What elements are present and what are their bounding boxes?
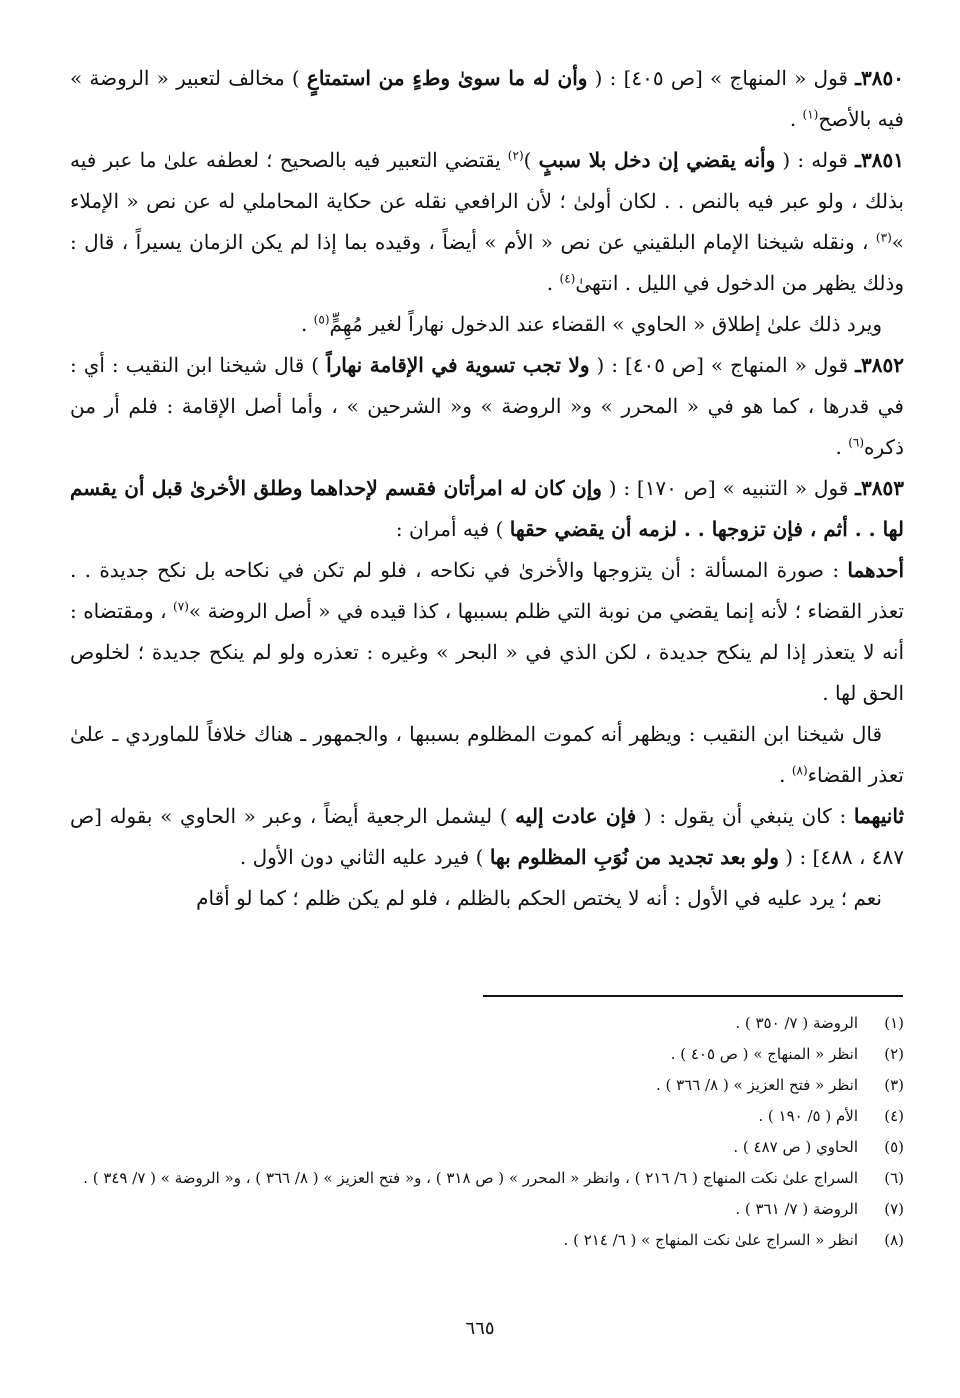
text-run: . (789, 107, 803, 131)
text-run: ويرد ذلك علىٰ إطلاق « الحاوي » القضاء عند الدخول نهاراً لغير مُهِمٍّ (329, 312, 882, 336)
footnote-text: الحاوي ( ص ٤٨٧ ) . (733, 1138, 858, 1156)
footnote-number: (٢) (884, 1045, 904, 1063)
text-run: ) فيرد عليه الثاني دون الأول . (239, 845, 490, 869)
footnote-number: (١) (884, 1014, 904, 1032)
footnote-ref: (١) (802, 107, 819, 122)
text-run: قول « المنهاج » [ص ٤٠٥] : ( (589, 353, 856, 377)
bold-text: أحدهما (847, 558, 904, 582)
paragraph (70, 140, 904, 304)
paragraph (70, 304, 904, 345)
paragraph (70, 796, 904, 878)
footnote-ref: (٥) (313, 312, 330, 327)
footnote-number: (٨) (884, 1231, 904, 1249)
text-run: ) فيه أمران : (395, 517, 510, 541)
text-run: يقتضي التعبير فيه بالصحيح ؛ لعطفه علىٰ ما عبر فيه بذلك ، ولو عبر فيه بالنص . . لكان أولىٰ ؛ لأن الرافعي نقله عن حكاية المحاملي له عن نص « الإملاء » (70, 148, 904, 254)
footnote-text: الأم ( ٥/ ١٩٠ ) . (758, 1107, 858, 1125)
bold-text: وأنه يقضي إن دخل بلا سببٍ (538, 148, 776, 172)
paragraph (70, 58, 904, 140)
text-run: ، ونقله شيخنا الإمام البلقيني عن نص « الأم » أيضاً ، وقيده بما إذا لم يكن الزمان يسيراً ، قال : وذلك يظهر من الدخول في الليل . انتهىٰ (70, 230, 904, 295)
main-text (70, 58, 904, 919)
text-run: ) مخالف لتعبير « الروضة » فيه بالأصح (70, 66, 904, 131)
footnote-ref: (٢) (507, 148, 524, 163)
text-run: . (779, 763, 792, 787)
footnote-ref: (٦) (848, 435, 865, 450)
footnote-text: الروضة ( ٧/ ٣٥٠ ) . (735, 1014, 858, 1032)
footnote-text: انظر « فتح العزيز » ( ٨/ ٣٦٦ ) . (655, 1076, 858, 1094)
paragraph (70, 878, 904, 919)
text-run: نعم ؛ يرد عليه في الأول : أنه لا يختص الحكم بالظلم ، فلو لم يكن ظلم ؛ كما لو أقام (196, 886, 882, 910)
text-run: . (546, 271, 560, 295)
footnote (70, 1194, 904, 1225)
footnotes (70, 1008, 904, 1256)
text-run: : صورة المسألة : أن يتزوجها والأخرىٰ في نكاحه ، فلو لم تكن في نكاحه بل نكح جديدة . . تعذر القضاء ؛ لأنه إنما يقضي من نوبة التي ظلم بسببها ، كذا قيده في « أصل الروضة » (70, 558, 904, 623)
bold-text: فإن عادت إليه (515, 804, 637, 828)
text-run: ) ليشمل الرجعية أيضاً ، وعبر « الحاوي » بقوله [ص ٤٨٧ ، ٤٨٨] : ( (70, 804, 904, 869)
text-run: . (300, 312, 314, 336)
bold-text: ٣٨٥٣ـ (855, 476, 904, 500)
footnote (70, 1039, 904, 1070)
bold-text: ولو بعد تجديد من نُوَبِ المظلوم بها (489, 845, 779, 869)
paragraph (70, 468, 904, 550)
footnote-text: انظر « السراج علىٰ نكت المنهاج » ( ٦/ ٢١٤ ) . (563, 1231, 858, 1249)
paragraph (70, 345, 904, 468)
footnote-number: (٤) (884, 1107, 904, 1125)
text-run: قوله : ( (775, 148, 856, 172)
footnote (70, 1101, 904, 1132)
footnote (70, 1132, 904, 1163)
bold-text: ٣٨٥٠ـ (855, 66, 904, 90)
bold-text: ولا تجب تسوية في الإقامة نهاراً (326, 353, 590, 377)
text-run: قال شيخنا ابن النقيب : ويظهر أنه كموت المظلوم بسببها ، والجمهور ـ هناك خلافاً للماوردي ـ علىٰ تعذر القضاء (70, 722, 904, 787)
text-run: قول « المنهاج » [ص ٤٠٥] : ( (587, 66, 856, 90)
text-run: ) (523, 148, 539, 172)
bold-text: وأن له ما سوىٰ وطءٍ من استمتاعٍ (306, 66, 588, 90)
footnote-text: الروضة ( ٧/ ٣٦١ ) . (735, 1200, 858, 1218)
footnote-ref: (٨) (791, 763, 808, 778)
footnote-ref: (٣) (875, 230, 892, 245)
page-number: ٦٦٥ (465, 1318, 495, 1339)
text-run: . (835, 435, 849, 459)
bold-text: ثانيهما (853, 804, 905, 828)
text-run: ) قال شيخنا ابن النقيب : أي : في قدرها ، كما هو في « المحرر » و« الروضة » و« الشرحين » ، وأما أصل الإقامة : فلم أر من ذكره (70, 353, 904, 459)
footnote (70, 1070, 904, 1101)
paragraph (70, 714, 904, 796)
bold-text: وإن كان له امرأتان فقسم لإحداهما وطلق الأخرىٰ قبل أن يقسم لها . . أثم ، فإن تزوجها . . لزمه أن يقضي حقها (70, 476, 904, 541)
footnote-number: (٧) (884, 1200, 904, 1218)
paragraph (70, 550, 904, 714)
footnote-number: (٥) (884, 1138, 904, 1156)
text-run: قول « التنبيه » [ص ١٧٠] : ( (601, 476, 856, 500)
footnote (70, 1008, 904, 1039)
footnote-ref: (٧) (173, 599, 189, 614)
text-run: ، ومقتضاه : أنه لا يتعذر إذا لم ينكح جديدة ، لكن الذي في « البحر » وغيره : تعذره ولو لم ينكح جديدة ؛ لخلوص الحق لها . (70, 599, 904, 705)
footnote-separator (483, 995, 903, 997)
bold-text: ٣٨٥١ـ (855, 148, 904, 172)
footnote-ref: (٤) (559, 271, 576, 286)
footnote (70, 1163, 904, 1194)
footnote-text: انظر « المنهاج » ( ص ٤٠٥ ) . (670, 1045, 858, 1063)
footnote-text: السراج علىٰ نكت المنهاج ( ٦/ ٢١٦ ) ، وانظر « المحرر » ( ص ٣١٨ ) ، و« فتح العزيز » ( ٨/ ٣٦٦ ) ، و« الروضة » ( ٧/ ٣٤٩ ) . (83, 1169, 858, 1187)
text-run: : كان ينبغي أن يقول : ( (636, 804, 854, 828)
footnote-number: (٣) (884, 1076, 904, 1094)
footnote (70, 1225, 904, 1256)
bold-text: ٣٨٥٢ـ (855, 353, 904, 377)
footnote-number: (٦) (884, 1169, 904, 1187)
